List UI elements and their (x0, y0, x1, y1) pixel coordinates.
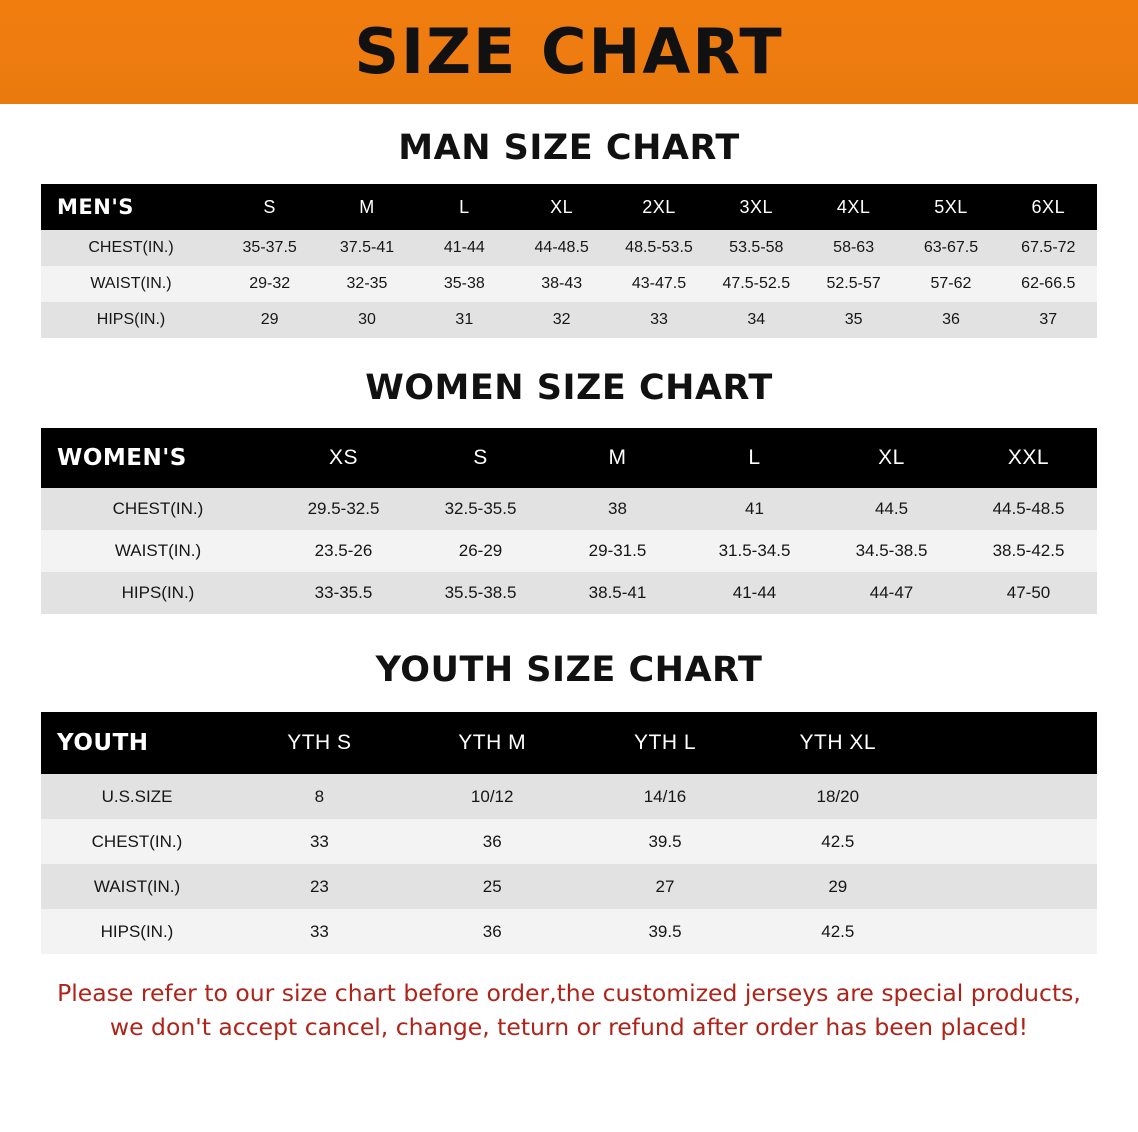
table-row (41, 530, 1097, 572)
women-section-title: WOMEN SIZE CHART (365, 368, 773, 408)
man-cell: 57-62 (902, 266, 999, 302)
youth-cell: 18/20 (751, 774, 924, 819)
youth-cell-spacer (924, 774, 1097, 819)
man-corner-label: MEN'S (41, 184, 221, 230)
man-size-table (41, 184, 1097, 338)
table-row (41, 909, 1097, 954)
table-row (41, 230, 1097, 266)
youth-cell: 39.5 (579, 909, 752, 954)
women-cell: 32.5-35.5 (412, 488, 549, 530)
youth-cell: 42.5 (751, 909, 924, 954)
women-cell: 34.5-38.5 (823, 530, 960, 572)
man-cell: 48.5-53.5 (610, 230, 707, 266)
youth-cell: 36 (406, 909, 579, 954)
man-cell: 30 (318, 302, 415, 338)
man-row-label: CHEST(IN.) (41, 230, 221, 266)
women-cell: 26-29 (412, 530, 549, 572)
man-cell: 44-48.5 (513, 230, 610, 266)
women-cell: 29-31.5 (549, 530, 686, 572)
youth-cell: 33 (233, 819, 406, 864)
youth-cell: 29 (751, 864, 924, 909)
man-cell: 32-35 (318, 266, 415, 302)
women-cell: 38.5-41 (549, 572, 686, 614)
women-col-header: XS (275, 428, 412, 488)
youth-cell-spacer (924, 819, 1097, 864)
women-col-header: L (686, 428, 823, 488)
man-col-header: XL (513, 184, 610, 230)
youth-col-header: YTH S (233, 712, 406, 774)
youth-cell-spacer (924, 864, 1097, 909)
man-col-header: 3XL (708, 184, 805, 230)
youth-col-header: YTH M (406, 712, 579, 774)
women-cell: 38.5-42.5 (960, 530, 1097, 572)
man-row-label: WAIST(IN.) (41, 266, 221, 302)
youth-cell: 25 (406, 864, 579, 909)
women-cell: 31.5-34.5 (686, 530, 823, 572)
table-header-row (41, 184, 1097, 230)
youth-col-spacer (924, 712, 1097, 774)
women-col-header: XXL (960, 428, 1097, 488)
youth-cell: 33 (233, 909, 406, 954)
youth-cell: 10/12 (406, 774, 579, 819)
women-row-label: WAIST(IN.) (41, 530, 275, 572)
man-cell: 38-43 (513, 266, 610, 302)
youth-corner-label: YOUTH (41, 712, 233, 774)
women-cell: 44-47 (823, 572, 960, 614)
table-row (41, 302, 1097, 338)
women-cell: 35.5-38.5 (412, 572, 549, 614)
women-row-label: CHEST(IN.) (41, 488, 275, 530)
table-row (41, 864, 1097, 909)
man-section-title: MAN SIZE CHART (398, 128, 740, 168)
youth-row-label: U.S.SIZE (41, 774, 233, 819)
man-col-header: 2XL (610, 184, 707, 230)
youth-cell: 39.5 (579, 819, 752, 864)
youth-cell: 14/16 (579, 774, 752, 819)
table-row (41, 266, 1097, 302)
man-cell: 35-38 (416, 266, 513, 302)
women-col-header: XL (823, 428, 960, 488)
man-cell: 53.5-58 (708, 230, 805, 266)
man-cell: 33 (610, 302, 707, 338)
man-col-header: M (318, 184, 415, 230)
man-col-header: 4XL (805, 184, 902, 230)
women-size-table (41, 428, 1097, 614)
women-corner-label: WOMEN'S (41, 428, 275, 488)
table-row (41, 572, 1097, 614)
youth-cell: 8 (233, 774, 406, 819)
women-cell: 44.5 (823, 488, 960, 530)
youth-row-label: CHEST(IN.) (41, 819, 233, 864)
man-cell: 34 (708, 302, 805, 338)
man-cell: 35 (805, 302, 902, 338)
man-cell: 62-66.5 (1000, 266, 1097, 302)
women-col-header: M (549, 428, 686, 488)
table-row (41, 488, 1097, 530)
women-cell: 47-50 (960, 572, 1097, 614)
table-header-row (41, 428, 1097, 488)
women-table-wrap (41, 428, 1097, 614)
man-cell: 35-37.5 (221, 230, 318, 266)
youth-row-label: WAIST(IN.) (41, 864, 233, 909)
women-col-header: S (412, 428, 549, 488)
note-line-1: Please refer to our size chart before order,the customized jerseys are special products, (57, 979, 1081, 1007)
page-title: SIZE CHART (354, 15, 784, 88)
man-row-label: HIPS(IN.) (41, 302, 221, 338)
youth-cell-spacer (924, 909, 1097, 954)
table-header-row (41, 712, 1097, 774)
man-cell: 31 (416, 302, 513, 338)
youth-col-header: YTH XL (751, 712, 924, 774)
man-cell: 29-32 (221, 266, 318, 302)
youth-cell: 36 (406, 819, 579, 864)
man-table-wrap (41, 184, 1097, 338)
women-cell: 29.5-32.5 (275, 488, 412, 530)
man-cell: 29 (221, 302, 318, 338)
man-cell: 37 (1000, 302, 1097, 338)
youth-col-header: YTH L (579, 712, 752, 774)
man-cell: 52.5-57 (805, 266, 902, 302)
disclaimer-note (39, 976, 1099, 1044)
youth-row-label: HIPS(IN.) (41, 909, 233, 954)
youth-cell: 27 (579, 864, 752, 909)
note-line-2: we don't accept cancel, change, teturn or refund after order has been placed! (109, 1013, 1029, 1042)
women-cell: 33-35.5 (275, 572, 412, 614)
man-cell: 36 (902, 302, 999, 338)
youth-table-wrap (41, 712, 1097, 954)
man-col-header: 5XL (902, 184, 999, 230)
women-row-label: HIPS(IN.) (41, 572, 275, 614)
man-col-header: L (416, 184, 513, 230)
table-row (41, 774, 1097, 819)
man-cell: 41-44 (416, 230, 513, 266)
man-cell: 63-67.5 (902, 230, 999, 266)
youth-cell: 42.5 (751, 819, 924, 864)
youth-cell: 23 (233, 864, 406, 909)
man-cell: 58-63 (805, 230, 902, 266)
women-cell: 38 (549, 488, 686, 530)
man-cell: 37.5-41 (318, 230, 415, 266)
man-cell: 32 (513, 302, 610, 338)
banner (0, 0, 1138, 104)
youth-size-table (41, 712, 1097, 954)
women-cell: 41 (686, 488, 823, 530)
man-cell: 47.5-52.5 (708, 266, 805, 302)
man-cell: 67.5-72 (1000, 230, 1097, 266)
women-cell: 44.5-48.5 (960, 488, 1097, 530)
man-cell: 43-47.5 (610, 266, 707, 302)
women-cell: 41-44 (686, 572, 823, 614)
man-col-header: S (221, 184, 318, 230)
man-col-header: 6XL (1000, 184, 1097, 230)
table-row (41, 819, 1097, 864)
youth-section-title: YOUTH SIZE CHART (375, 650, 763, 690)
women-cell: 23.5-26 (275, 530, 412, 572)
